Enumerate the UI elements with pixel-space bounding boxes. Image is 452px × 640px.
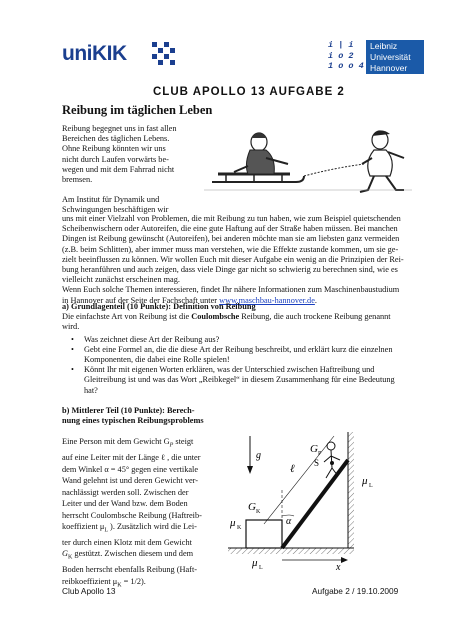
luh-logo-line: Hannover	[370, 62, 408, 73]
label-g: g	[256, 450, 261, 461]
label-mu-l-floor-sub: L	[259, 565, 263, 570]
label-gk-sub: K	[256, 509, 261, 515]
text-line: wird.	[62, 322, 80, 332]
part-a-section	[62, 302, 410, 396]
luh-logo	[328, 40, 424, 74]
text-span: koeffizient μ	[62, 521, 105, 531]
footer-right: Aufgabe 2 / 19.10.2009	[312, 586, 399, 596]
text-span: = 1/2).	[121, 576, 146, 586]
text-line: Boden herrscht ebenfalls Reibung (Haft-	[62, 565, 198, 575]
support-block	[246, 520, 282, 548]
subscript: K	[117, 582, 122, 589]
text-line: Scheibenwischern oder Autoreifen, die eine gute Haftung auf der Straße haben müssen. Bei manchen	[62, 224, 398, 234]
text-span: gestützt. Zwischen diesem und dem	[72, 549, 194, 559]
text-line: Wenn Euch solche Themen interessieren, findet Ihr nähere Informationen zum Maschinenbaustudium	[62, 285, 400, 295]
subscript: P	[169, 443, 174, 450]
text-line: vielleicht zunächst erscheinen mag.	[62, 275, 180, 285]
length-dimension	[264, 436, 334, 524]
text-line	[62, 436, 232, 452]
text-line: zielt beeinflussen zu können. Wir wollen Euch mit dieser Aufgabe ein wenig an die Prinzipien der Rei-	[62, 254, 404, 264]
label-alpha: α	[286, 516, 292, 527]
question-item: • Gebt eine Formel an, die die diese Art der Reibung beschreibt, und erklärt kurz die einzelnen Komponenten, die dabei eine Rolle spielen!	[62, 345, 410, 365]
part-b-section	[62, 406, 232, 592]
luh-logo-box	[366, 40, 424, 74]
label-mu-l-wall-sub: L	[369, 483, 373, 489]
text-span: Eine Person mit dem Gewicht G	[62, 437, 170, 447]
text-line: bung heranführen und auch zeigen, dass viele Dinge gar nicht so schwierig zu berechnen sind, wie es	[62, 265, 398, 275]
text-line: bremsen.	[62, 175, 93, 185]
part-b-heading: b) Mittlerer Teil (10 Punkte): Berech-	[62, 406, 195, 415]
text-span: in Hannover auf der Seite der Fachschaft unter	[62, 295, 220, 305]
text-line: Reibung begegnet uns in fast allen	[62, 124, 177, 133]
subscript: L	[104, 527, 108, 534]
center-of-mass	[330, 461, 334, 465]
luh-logo-line: Universität	[370, 51, 411, 62]
text-span: Die einfachste Art von Reibung ist die	[62, 312, 192, 322]
floor-hatch	[228, 548, 354, 554]
label-length: ℓ	[290, 463, 295, 475]
text-span: reibkoeffizient μ	[62, 576, 118, 586]
text-span: .	[314, 295, 317, 305]
luh-logo-line: Leibniz	[370, 41, 398, 51]
unikik-logo-grid	[152, 42, 176, 68]
text-line: Wand gelehnt ist und deren Gewicht ver-	[62, 476, 199, 486]
page-title: CLUB APOLLO 13 AUFGABE 2	[153, 86, 345, 98]
part-a-heading: a) Grundlagenteil (10 Punkte): Definition von Reibung	[62, 302, 256, 311]
label-mu-k: μ	[230, 517, 236, 529]
label-mu-l-floor: μ	[252, 557, 258, 569]
gravity-arrowhead	[247, 466, 253, 474]
text-line: herrscht Coulombsche Reibung (Haftreib-	[62, 510, 202, 520]
text-span: Reibung, die auch trockene Reibung genannt	[239, 312, 391, 322]
text-line: wegen und mit dem Fahrrad nicht	[62, 164, 175, 174]
label-mu-l-wall: μ	[362, 475, 368, 487]
text-line	[62, 548, 232, 564]
unikik-logo-text: uniKIK	[62, 42, 127, 65]
intro-paragraph	[62, 124, 202, 216]
text-span-bold: Coulombsche	[191, 312, 240, 322]
label-s: S	[314, 458, 320, 468]
text-line: nachlässigt werden soll. Zwischen der	[62, 487, 189, 497]
label-gk: G	[248, 501, 256, 513]
page-subtitle: Reibung im täglichen Leben	[62, 103, 213, 117]
question-item: • Was zeichnet diese Art der Reibung aus?	[62, 335, 410, 345]
luh-digit-row: i | i	[328, 40, 354, 50]
question-list	[62, 335, 410, 396]
footer-left: Club Apollo 13	[62, 586, 116, 596]
text-span: steigt	[173, 437, 194, 447]
text-line: nicht durch Laufen vorwärts be-	[62, 154, 169, 164]
label-gp: G	[310, 443, 318, 455]
label-x: x	[336, 562, 341, 570]
wall-hatch	[348, 432, 354, 548]
x-axis-arrowhead	[341, 557, 348, 563]
text-span: ). Zusätzlich wird die Lei-	[107, 521, 197, 531]
subscript: K	[68, 555, 73, 562]
sledge-illustration	[204, 128, 412, 198]
unikik-logo	[62, 42, 177, 70]
text-line: Am Institut für Dynamik und	[62, 195, 160, 205]
luh-logo-digits	[328, 40, 364, 74]
text-line: Ohne Reibung könnten wir uns	[62, 144, 166, 154]
intro-continuation	[62, 214, 410, 306]
ladder-diagram	[228, 432, 410, 570]
part-b-heading: nung eines typischen Reibungsproblems	[62, 416, 204, 426]
text-span: G	[62, 549, 68, 559]
luh-digit-row: 1 o o 4	[328, 61, 364, 71]
label-gp-sub: P	[318, 451, 322, 457]
text-line: (z.B. beim Schlitten), aber immer muss man verstehen, wie die Effekte zustande kommen, um sie ge-	[62, 244, 399, 254]
label-mu-k-sub: K	[237, 525, 242, 531]
person-head	[327, 442, 335, 450]
text-line: Dingen ist Reibung gewünscht (Autoreifen), bei anderen möchte man sie am liebsten ganz vermeiden	[62, 234, 400, 244]
text-line	[62, 312, 410, 322]
text-line: Schwingungen beschäftigen wir	[62, 205, 169, 215]
text-line: Leiter und der Wand bzw. dem Boden	[62, 499, 188, 509]
question-item: • Könnt Ihr mit eigenen Worten erklären, was der Unterschied zwischen Haftreibung und Gleitreibung ist und was das Wort „Reibkegel“ in diesem Zusammenhang für eine Bedeutung hat?	[62, 365, 410, 396]
text-line: auf eine Leiter mit der Länge ℓ , die unter	[62, 453, 201, 463]
fachschaft-link[interactable]: www.maschbau-hannover.de	[219, 295, 315, 305]
text-line	[62, 521, 232, 537]
text-line: ter durch einen Klotz mit dem Gewicht	[62, 537, 192, 547]
text-line: uns mit einer Vielzahl von Problemen, die mit Reibung zu tun haben, wie zum Beispiel quietschenden	[62, 214, 401, 223]
luh-digit-row: i o 2	[328, 50, 354, 61]
text-line: dem Winkel α = 45° gegen eine vertikale	[62, 464, 199, 474]
text-line: Bereichen des täglichen Lebens.	[62, 134, 170, 144]
